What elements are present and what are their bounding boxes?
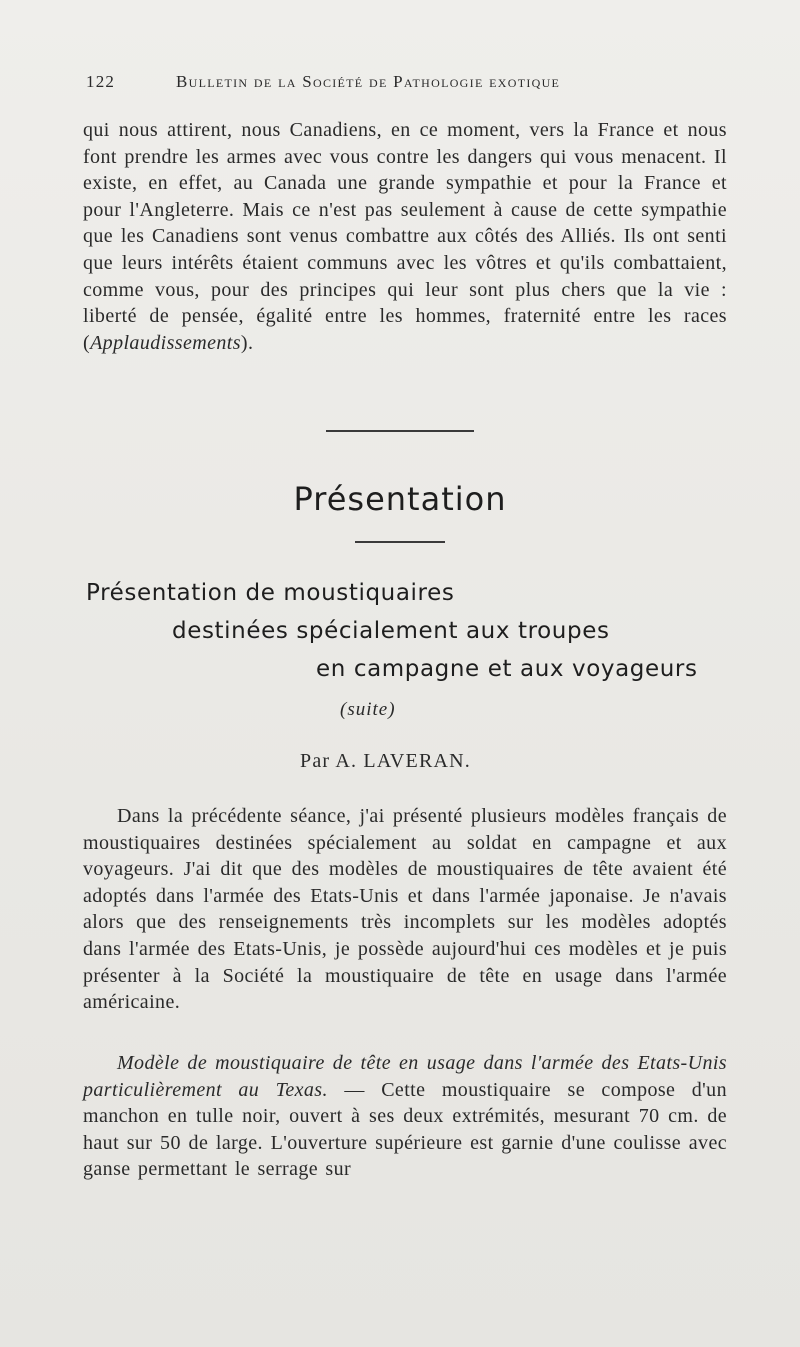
page-header (86, 72, 726, 102)
section-title: Présentation (293, 480, 507, 518)
paragraph-3-text: — Cette moustiquaire se compose d'un manchon en tulle noir, ouvert à ses deux extrémités, mesurant 70 cm. de haut sur 50 de large. L'ouverture supérieure est garnie d'une coulisse avec ganse permettant le serrage sur (83, 1078, 727, 1181)
article-author: Par A. LAVERAN. (300, 750, 471, 772)
article-suite-label: (suite) (340, 699, 396, 720)
title-underline (355, 541, 445, 543)
paragraph-introduction: Dans la précédente séance, j'ai présenté plusieurs modèles français de moustiquaires destinées spécialement au soldat en campagne et aux voyageurs. J'ai dit que des modèles de moustiquaires de tête avaient été adoptés dans l'armée des Etats-Unis et dans l'armée japonaise. Je n'avais alors que des renseignements très incomplets sur les modèles adoptés dans l'armée des Etats-Unis, je possède aujourd'hui ces modèles et je puis présenter à la Société la moustiquaire de tête en usage dans l'armée américaine. (83, 805, 727, 1014)
paragraph-1-italic: Applaudissements (90, 331, 241, 354)
article-title-line-1: Présentation de moustiquaires (86, 580, 455, 606)
paragraph-3-italic-heading: Modèle de moustiquaire de tête en usage dans l'armée des Etats-Unis particulièrement au Texas. (83, 1052, 727, 1101)
article-title-line-2: destinées spécialement aux troupes (172, 618, 610, 644)
article-title-line-3: en campagne et aux voyageurs (316, 656, 698, 682)
page-number: 122 (86, 72, 116, 91)
section-divider (326, 430, 474, 432)
paragraph-1-end: ). (240, 331, 254, 354)
paragraph-1-text: qui nous attirent, nous Canadiens, en ce moment, vers la France et nous font prendre les armes avec vous contre les dangers qui vous menacent. Il existe, en effet, au Canada une grande sympathie et pour la France et pour l'Angleterre. Mais ce n'est pas seulement à cause de cette sympathie que les Canadiens sont venus combattre aux côtés des Alliés. Ils ont senti que leurs intérêts étaient communs avec les vôtres et qu'ils combattaient, comme vous, pour des principes qui leur sont plus chers que la vie : liberté de pensée, égalité entre les hommes, fraternité entre les races ( (83, 119, 727, 354)
paragraph-continued-speech (83, 117, 727, 356)
running-head: Bulletin de la Société de Pathologie exotique (176, 72, 561, 91)
paragraph-model-description (83, 1050, 727, 1183)
